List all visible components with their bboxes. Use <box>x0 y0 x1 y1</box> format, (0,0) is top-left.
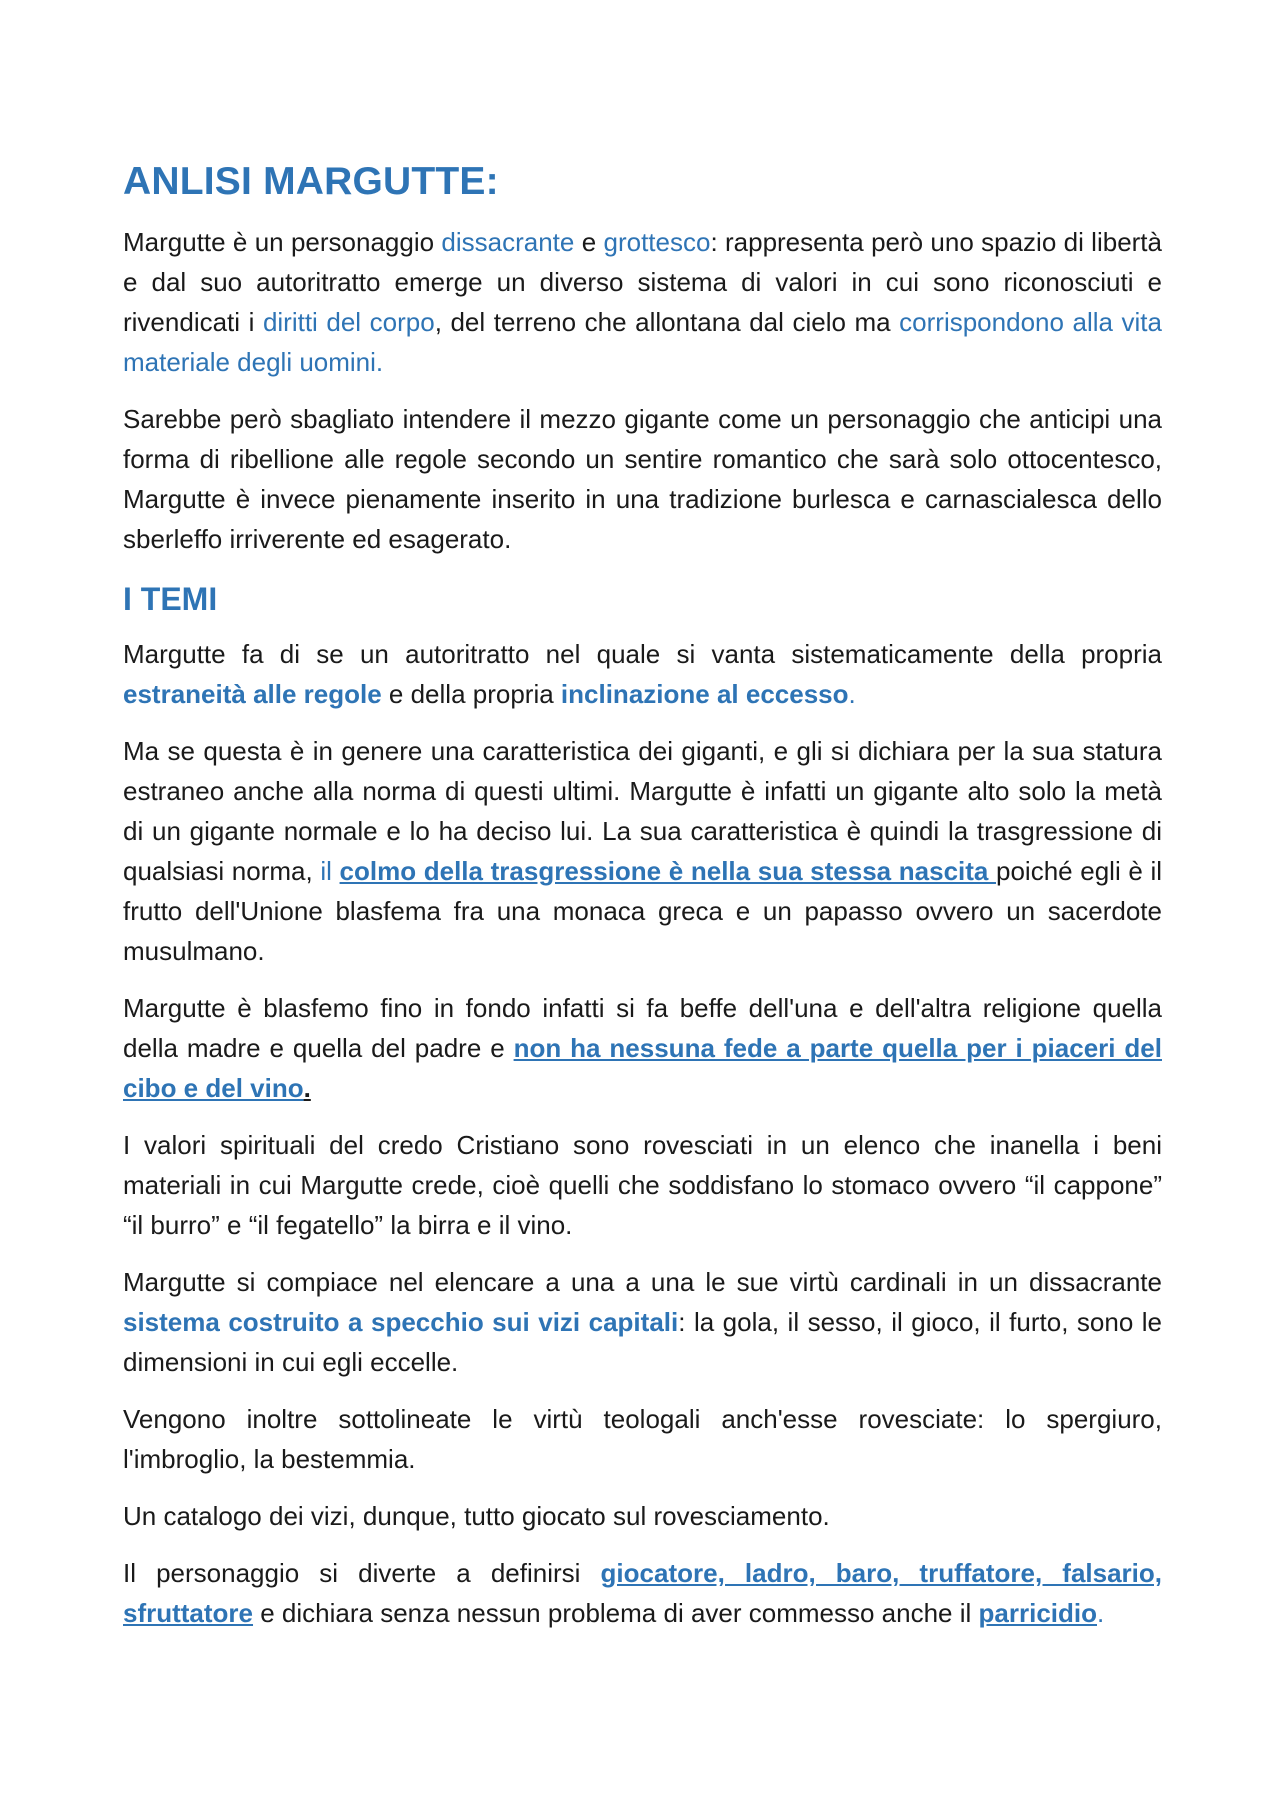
text: Margutte fa di se un autoritratto nel quale si vanta sistematicamente della propria <box>123 639 1162 669</box>
highlight-vizi-capitali: sistema costruito a specchio sui vizi capitali <box>123 1307 679 1337</box>
highlight-nessuna-fede: non ha nessuna fede a parte quella per i piaceri del cibo e del vino <box>123 1033 1162 1103</box>
text: Margutte è un personaggio <box>123 227 442 257</box>
text: e dichiara senza nessun problema di aver commesso anche il <box>253 1598 979 1628</box>
highlight-dissacrante: dissacrante <box>441 227 575 257</box>
paragraph-1 <box>123 222 1162 382</box>
text: : la gola, il sesso, il gioco, il furto, sono le dimensioni in cui egli eccelle. <box>123 1307 1163 1377</box>
text: Margutte si compiace nel elencare a una a una le sue virtù cardinali in un dissacrante <box>123 1267 1162 1297</box>
highlight-diritti-del-corpo: diritti del corpo <box>262 307 435 337</box>
text: . <box>1097 1598 1105 1628</box>
paragraph-3 <box>123 634 1162 714</box>
text: : rappresenta però uno spazio di libertà e dal suo autoritratto emerge un diverso sistema di valori in cui sono riconosciuti e rivendicati i <box>123 227 1162 337</box>
text: . <box>848 679 856 709</box>
paragraph-4 <box>123 731 1162 971</box>
highlight-elenco-vizi: giocatore, ladro, baro, truffatore, falsario, sfruttatore <box>123 1558 1163 1628</box>
highlight-grottesco: grottesco <box>603 227 711 257</box>
text: Il personaggio si diverte a definirsi <box>123 1558 601 1588</box>
text: Margutte è blasfemo fino in fondo infatti si fa beffe dell'una e dell'altra religione quella della madre e quella del padre e <box>123 993 1162 1063</box>
text: , del terreno che allontana dal cielo ma <box>434 307 900 337</box>
paragraph-7 <box>123 1262 1162 1382</box>
highlight-colmo-trasgressione: colmo della trasgressione è nella sua stessa nascita <box>339 856 996 886</box>
paragraph-10 <box>123 1553 1162 1633</box>
text: . <box>303 1073 311 1103</box>
text: e <box>574 227 604 257</box>
paragraph-5 <box>123 988 1162 1108</box>
paragraph-2: Sarebbe però sbagliato intendere il mezzo gigante come un personaggio che anticipi una forma di ribellione alle regole secondo un sentire romantico che sarà solo ottocentesco, Margutte è invece pienamente inserito in una tradizione burlesca e carnascialesca dello sberleffo irriverente ed esagerato. <box>123 404 1162 554</box>
paragraph-8: Vengono inoltre sottolineate le virtù teologali anch'esse rovesciate: lo spergiuro, l'imbroglio, la bestemmia. <box>123 1404 1162 1474</box>
text: e della propria <box>381 679 561 709</box>
text: il <box>320 856 340 886</box>
page-title: ANLISI MARGUTTE: <box>123 160 499 203</box>
highlight-parricidio: parricidio <box>978 1598 1097 1628</box>
paragraph-6: I valori spirituali del credo Cristiano sono rovesciati in un elenco che inanella i beni materiali in cui Margutte crede, cioè quelli che soddisfano lo stomaco ovvero “il cappone” “il burro” e “il fegatello” la birra e il vino. <box>123 1130 1162 1240</box>
paragraph-9: Un catalogo dei vizi, dunque, tutto giocato sul rovesciamento. <box>123 1501 830 1531</box>
highlight-estraneita: estraneità alle regole <box>123 679 382 709</box>
highlight-inclinazione: inclinazione al eccesso <box>560 679 849 709</box>
text: Ma se questa è in genere una caratteristica dei giganti, e gli si dichiara per la sua statura estraneo anche alla norma di questi ultimi. Margutte è infatti un gigante alto solo la metà di un gigante normale e lo ha deciso lui. La sua caratteristica è quindi la trasgressione di qualsiasi norma, <box>123 736 1162 886</box>
highlight-vita-materiale: corrispondono alla vita materiale degli uomini. <box>123 307 1162 377</box>
section-heading-temi: I TEMI <box>123 581 218 617</box>
text: poiché egli è il frutto dell'Unione blasfema fra una monaca greca e un papasso ovvero un sacerdote musulmano. <box>123 856 1162 966</box>
